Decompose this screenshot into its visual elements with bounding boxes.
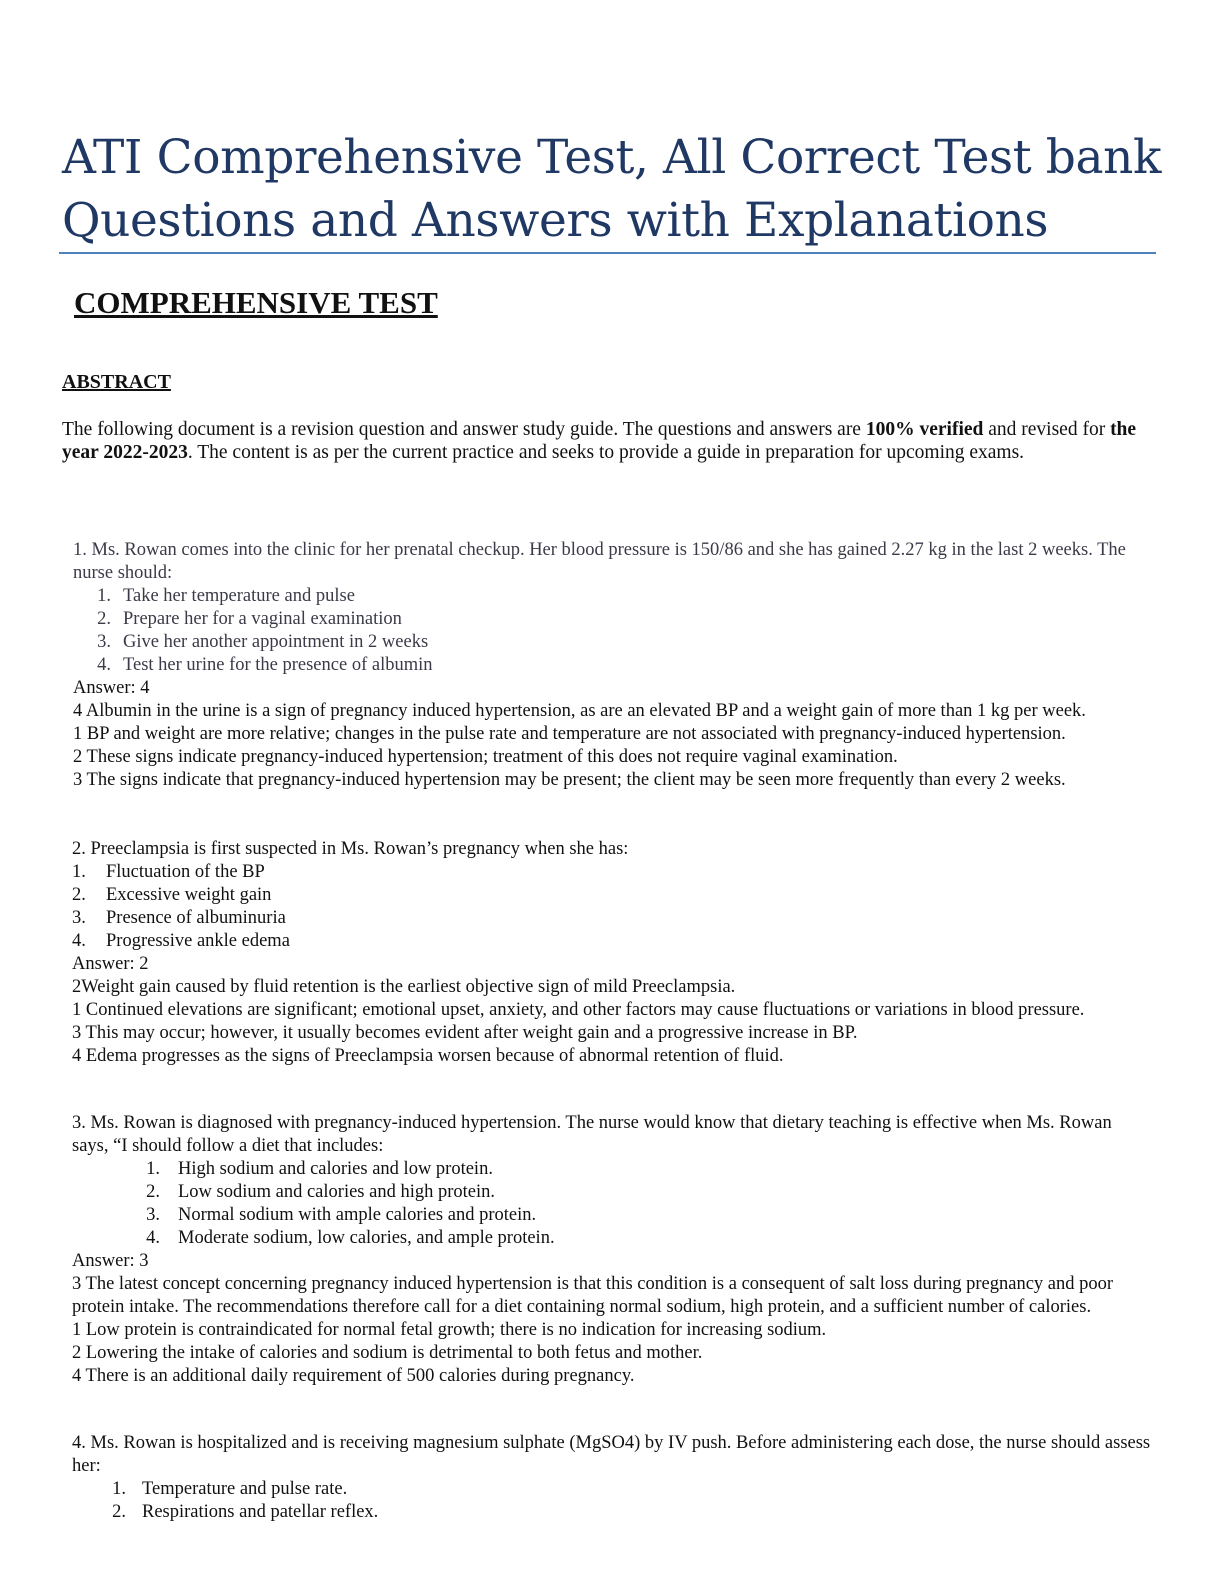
abstract-heading: ABSTRACT bbox=[62, 371, 171, 393]
option-text: Temperature and pulse rate. bbox=[142, 1479, 348, 1499]
option-text: High sodium and calories and low protein. bbox=[178, 1159, 493, 1179]
answer-option bbox=[73, 585, 1153, 608]
answer-option bbox=[72, 1181, 1152, 1204]
answer-key: Answer: 2 bbox=[72, 954, 149, 974]
option-number: 2. bbox=[72, 885, 86, 905]
option-text: Respirations and patellar reflex. bbox=[142, 1502, 379, 1522]
explanation: 3 The signs indicate that pregnancy-induced hypertension may be present; the client may be seen more frequently than every 2 weeks. bbox=[73, 770, 1066, 790]
abstract-bold-verified: 100% verified bbox=[865, 419, 984, 440]
explanation: 2 These signs indicate pregnancy-induced hypertension; treatment of this does not require vaginal examination. bbox=[73, 747, 898, 767]
answer-option bbox=[72, 1478, 1152, 1501]
option-text: Low sodium and calories and high protein. bbox=[178, 1182, 496, 1202]
question-2 bbox=[72, 838, 1152, 1068]
explanation: 4 There is an additional daily requirement of 500 calories during pregnancy. bbox=[72, 1366, 635, 1386]
question-3 bbox=[72, 1112, 1152, 1388]
answer-option bbox=[73, 654, 1153, 677]
option-text: Moderate sodium, low calories, and ample protein. bbox=[178, 1228, 555, 1248]
answer-option bbox=[72, 1227, 1152, 1250]
document-title bbox=[62, 126, 1162, 252]
option-number: 4. bbox=[72, 931, 86, 951]
question-stem: 3. Ms. Rowan is diagnosed with pregnancy-induced hypertension. The nurse would know that dietary teaching is effective when Ms. Rowan says, “I should follow a diet that includes: bbox=[72, 1113, 1112, 1156]
option-number: 4. bbox=[146, 1228, 160, 1248]
option-text: Take her temperature and pulse bbox=[123, 586, 355, 606]
explanation: 2Weight gain caused by fluid retention is the earliest objective sign of mild Preeclampsia. bbox=[72, 977, 736, 997]
answer-option bbox=[72, 907, 1152, 930]
section-heading: COMPREHENSIVE TEST bbox=[74, 285, 438, 320]
abstract-text-2: and revised for bbox=[983, 419, 1111, 440]
abstract-text-1: The following document is a revision question and answer study guide. The questions and answers are bbox=[62, 419, 866, 440]
title-line-2: Questions and Answers with Explanations bbox=[62, 193, 1049, 248]
option-number: 3. bbox=[97, 632, 111, 652]
answer-option bbox=[72, 861, 1152, 884]
option-text: Presence of albuminuria bbox=[106, 908, 286, 928]
answer-option bbox=[72, 884, 1152, 907]
option-number: 1. bbox=[146, 1159, 160, 1179]
question-stem: 1. Ms. Rowan comes into the clinic for her prenatal checkup. Her blood pressure is 150/86 and she has gained 2.27 kg in the last 2 weeks. The nurse should: bbox=[73, 540, 1126, 583]
option-text: Prepare her for a vaginal examination bbox=[123, 609, 402, 629]
abstract-paragraph bbox=[62, 418, 1162, 464]
explanation: 3 This may occur; however, it usually becomes evident after weight gain and a progressive increase in BP. bbox=[72, 1023, 858, 1043]
option-text: Test her urine for the presence of albumin bbox=[123, 655, 433, 675]
option-number: 1. bbox=[112, 1479, 126, 1499]
title-line-1: ATI Comprehensive Test, All Correct Test bank bbox=[62, 130, 1162, 185]
explanation: 1 Continued elevations are significant; emotional upset, anxiety, and other factors may cause fluctuations or variations in blood pressure. bbox=[72, 1000, 1085, 1020]
answer-option bbox=[72, 1204, 1152, 1227]
option-number: 3. bbox=[146, 1205, 160, 1225]
question-stem: 2. Preeclampsia is first suspected in Ms. Rowan’s pregnancy when she has: bbox=[72, 839, 629, 859]
answer-key: Answer: 3 bbox=[72, 1251, 149, 1271]
answer-option bbox=[72, 1158, 1152, 1181]
abstract-text-3: . The content is as per the current practice and seeks to provide a guide in preparation for upcoming exams. bbox=[187, 442, 1025, 463]
title-divider bbox=[59, 252, 1156, 254]
abstract-bold-year: the year 2022-2023 bbox=[62, 419, 1137, 463]
answer-option bbox=[72, 930, 1152, 953]
answer-option bbox=[73, 608, 1153, 631]
option-number: 1. bbox=[97, 586, 111, 606]
question-4 bbox=[72, 1432, 1152, 1524]
option-text: Normal sodium with ample calories and protein. bbox=[178, 1205, 537, 1225]
explanation: 1 Low protein is contraindicated for normal fetal growth; there is no indication for increasing sodium. bbox=[72, 1320, 827, 1340]
answer-option bbox=[73, 631, 1153, 654]
explanation: 2 Lowering the intake of calories and sodium is detrimental to both fetus and mother. bbox=[72, 1343, 703, 1363]
option-number: 2. bbox=[146, 1182, 160, 1202]
option-text: Progressive ankle edema bbox=[106, 931, 290, 951]
option-text: Fluctuation of the BP bbox=[106, 862, 265, 882]
option-number: 4. bbox=[97, 655, 111, 675]
option-text: Excessive weight gain bbox=[106, 885, 272, 905]
question-stem: 4. Ms. Rowan is hospitalized and is receiving magnesium sulphate (MgSO4) by IV push. Before administering each dose, the nurse should assess her: bbox=[72, 1433, 1151, 1476]
explanation: 4 Edema progresses as the signs of Preeclampsia worsen because of abnormal retention of fluid. bbox=[72, 1046, 784, 1066]
option-number: 1. bbox=[72, 862, 86, 882]
option-number: 2. bbox=[97, 609, 111, 629]
explanation: 4 Albumin in the urine is a sign of pregnancy induced hypertension, as are an elevated BP and a weight gain of more than 1 kg per week. bbox=[73, 701, 1086, 721]
answer-option bbox=[72, 1501, 1152, 1524]
option-number: 3. bbox=[72, 908, 86, 928]
explanation: 3 The latest concept concerning pregnancy induced hypertension is that this condition is a consequent of salt loss during pregnancy and poor protein intake. The recommendations therefore call for a diet containing normal sodium, high protein, and a sufficient number of calories. bbox=[72, 1274, 1114, 1317]
explanation: 1 BP and weight are more relative; changes in the pulse rate and temperature are not associated with pregnancy-induced hypertension. bbox=[73, 724, 1066, 744]
option-number: 2. bbox=[112, 1502, 126, 1522]
answer-key: Answer: 4 bbox=[73, 678, 150, 698]
option-text: Give her another appointment in 2 weeks bbox=[123, 632, 429, 652]
question-1 bbox=[73, 539, 1153, 792]
